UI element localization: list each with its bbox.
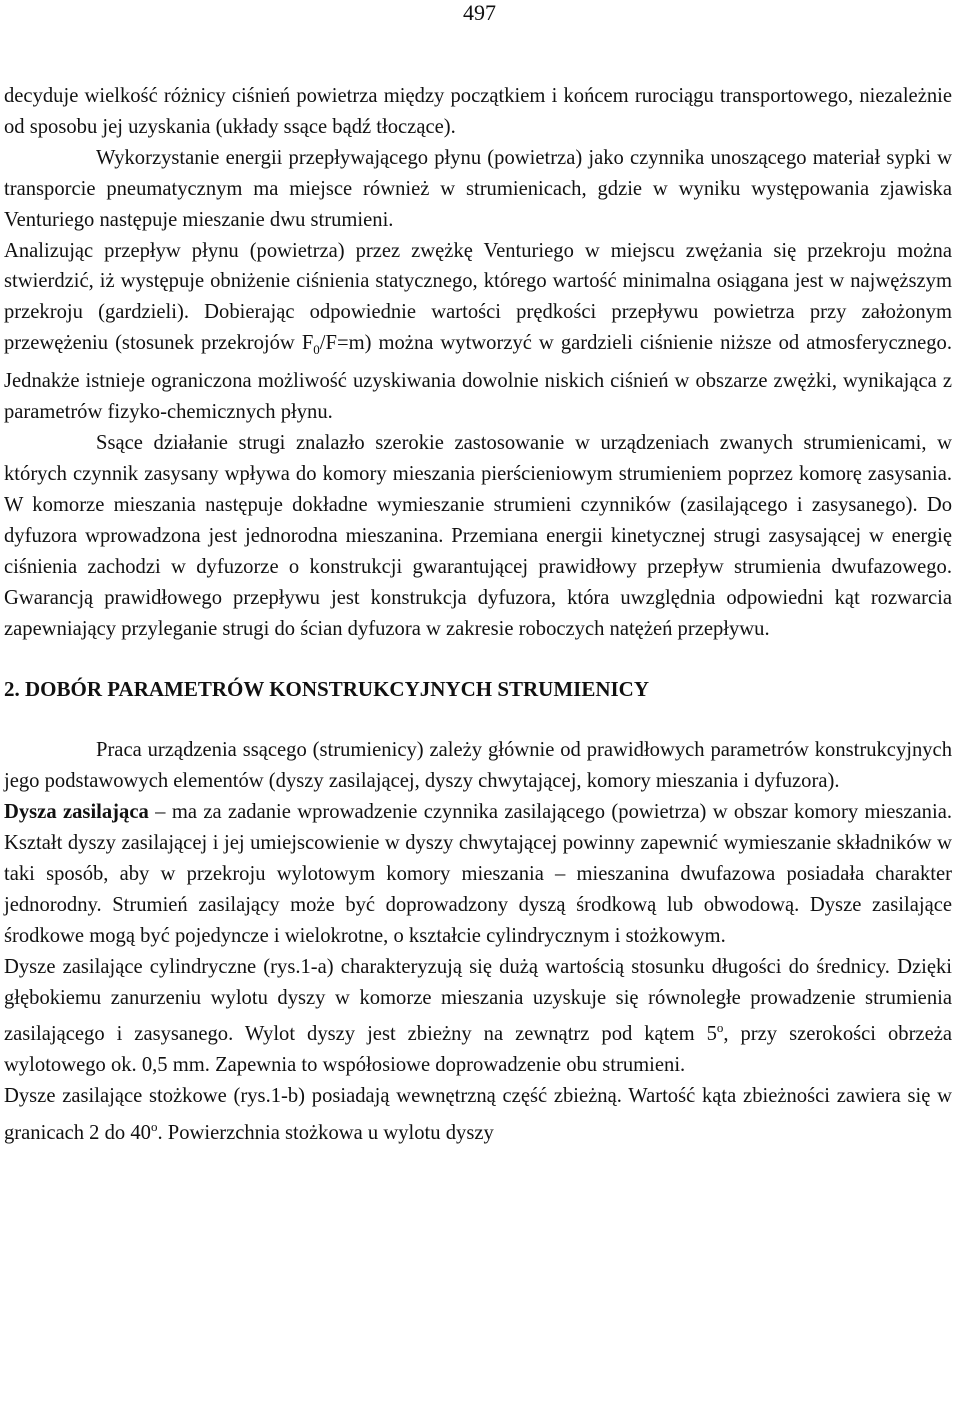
- degree-superscript-1: o: [716, 1020, 724, 1036]
- paragraph-1b: Wykorzystanie energii przepływającego płynu (powietrza) jako czynnika unoszącego materiał sypki w transporcie pneumatycznym ma miejsce również w strumienicach, gdzie w wyniku występowania zjawiska Venturiego następuje mieszanie dwu strumieni.: [4, 146, 952, 231]
- paragraph-2-text-a: Analizując przepływ płynu (powietrza) przez zwężkę Venturiego w miejscu zwężania się przekroju można stwierdzić, iż występuje obniżenie ciśnienia statycznego, którego wartość minimalna osiągana jest w najwęższym przekroju (gardzieli). Dobierając odpowiednie wartości prędkości przepływu powietrza przy założonym przewężeniu (stosunek przekrojów F: [4, 239, 952, 355]
- paragraph-6-text-a: Dysze zasilające cylindryczne (rys.1-a) charakteryzują się dużą wartością stosunku długości do średnicy. Dzięki głębokiemu zanurzeniu wylotu dyszy w komorze mieszania uzyskuje się równoległe prowadzenie strumienia zasilającego i zasysanego. Wylot dyszy jest zbieżny na zewnątrz pod kątem 5: [4, 955, 952, 1046]
- document-body: [4, 81, 952, 1149]
- paragraph-1: [4, 81, 952, 143]
- paragraph-6-text-b: , przy szerokości obrzeża wylotowego ok. 0,5 mm. Zapewnia to współosiowe doprowadzenie obu strumieni.: [4, 1023, 952, 1077]
- paragraph-4: Praca urządzenia ssącego (strumienicy) zależy głównie od prawidłowych parametrów konstrukcyjnych jego podstawowych elementów (dyszy zasilającej, dyszy chwytającej, komory mieszania i dyfuzora).: [4, 739, 952, 793]
- term-dysza-zasilajaca: Dysza zasilająca: [4, 801, 149, 824]
- paragraph-2-text-b: /F=m) można wytworzyć w gardzieli ciśnienie niższe od atmosferycznego. Jednakże istnieje ograniczona możliwość uzyskiwania dowolnie niskich ciśnień w obszarze zwężki, wynikająca z parametrów fizyko-chemicznych płynu.: [4, 332, 952, 424]
- section-heading: 2. DOBÓR PARAMETRÓW KONSTRUKCYJNYCH STRUMIENICY: [4, 677, 650, 702]
- subscript-zero: 0: [313, 342, 320, 358]
- paragraph-1a-text: decyduje wielkość różnicy ciśnień powietrza między początkiem i końcem rurociągu transportowego, niezależnie od sposobu jej uzyskania (układy ssące bądź tłoczące).: [4, 85, 952, 138]
- page-number: 497: [463, 0, 496, 25]
- degree-superscript-2: o: [150, 1119, 158, 1135]
- paragraph-7: [4, 1081, 952, 1149]
- paragraph-7-text-b: . Powierzchnia stożkowa u wylotu dyszy: [157, 1121, 494, 1144]
- paragraph-7-text-a: Dysze zasilające stożkowe (rys.1-b) posiadają wewnętrzną część zbieżną. Wartość kąta zbieżności zawiera się w granicach 2 do 40: [4, 1085, 952, 1144]
- paragraph-5: [4, 797, 952, 952]
- paragraph-6: [4, 952, 952, 1081]
- paragraph-3: Ssące działanie strugi znalazło szerokie zastosowanie w urządzeniach zwanych strumienicami, w których czynnik zasysany wpływa do komory mieszania pierścieniowym strumieniem poprzez komorę zasysania. W komorze mieszania następuje dokładne wymieszanie strumieni czynników (zasilającego i zasysanego). Do dyfuzora wprowadzona jest jednorodna mieszanina. Przemiana energii kinetycznej strugi zasysającej w energię ciśnienia zachodzi w dyfuzorze o konstrukcji gwarantującej prawidłowy przepływ strumienia dwufazowego. Gwarancją prawidłowego przepływu jest konstrukcja dyfuzora, która uwzględnia odpowiedni kąt rozwarcia zapewniający przyleganie strugi do ścian dyfuzora w zakresie roboczych natężeń przepływu.: [4, 432, 952, 640]
- paragraph-2: [4, 236, 952, 429]
- paragraph-5-text: – ma za zadanie wprowadzenie czynnika zasilającego (powietrza) w obszar komory mieszania. Kształt dyszy zasilającej i jej umiejscowienie w dyszy chwytającej powinny zapewnić wymieszanie składników w taki sposób, aby w przekroju wylotowym komory mieszania – mieszanina dwufazowa posiadała charakter jednorodny. Strumień zasilający może być doprowadzony dyszą środkową lub obwodową. Dysze zasilające środkowe mogą być pojedyncze i wielokrotne, o kształcie cylindrycznym i stożkowym.: [4, 801, 952, 947]
